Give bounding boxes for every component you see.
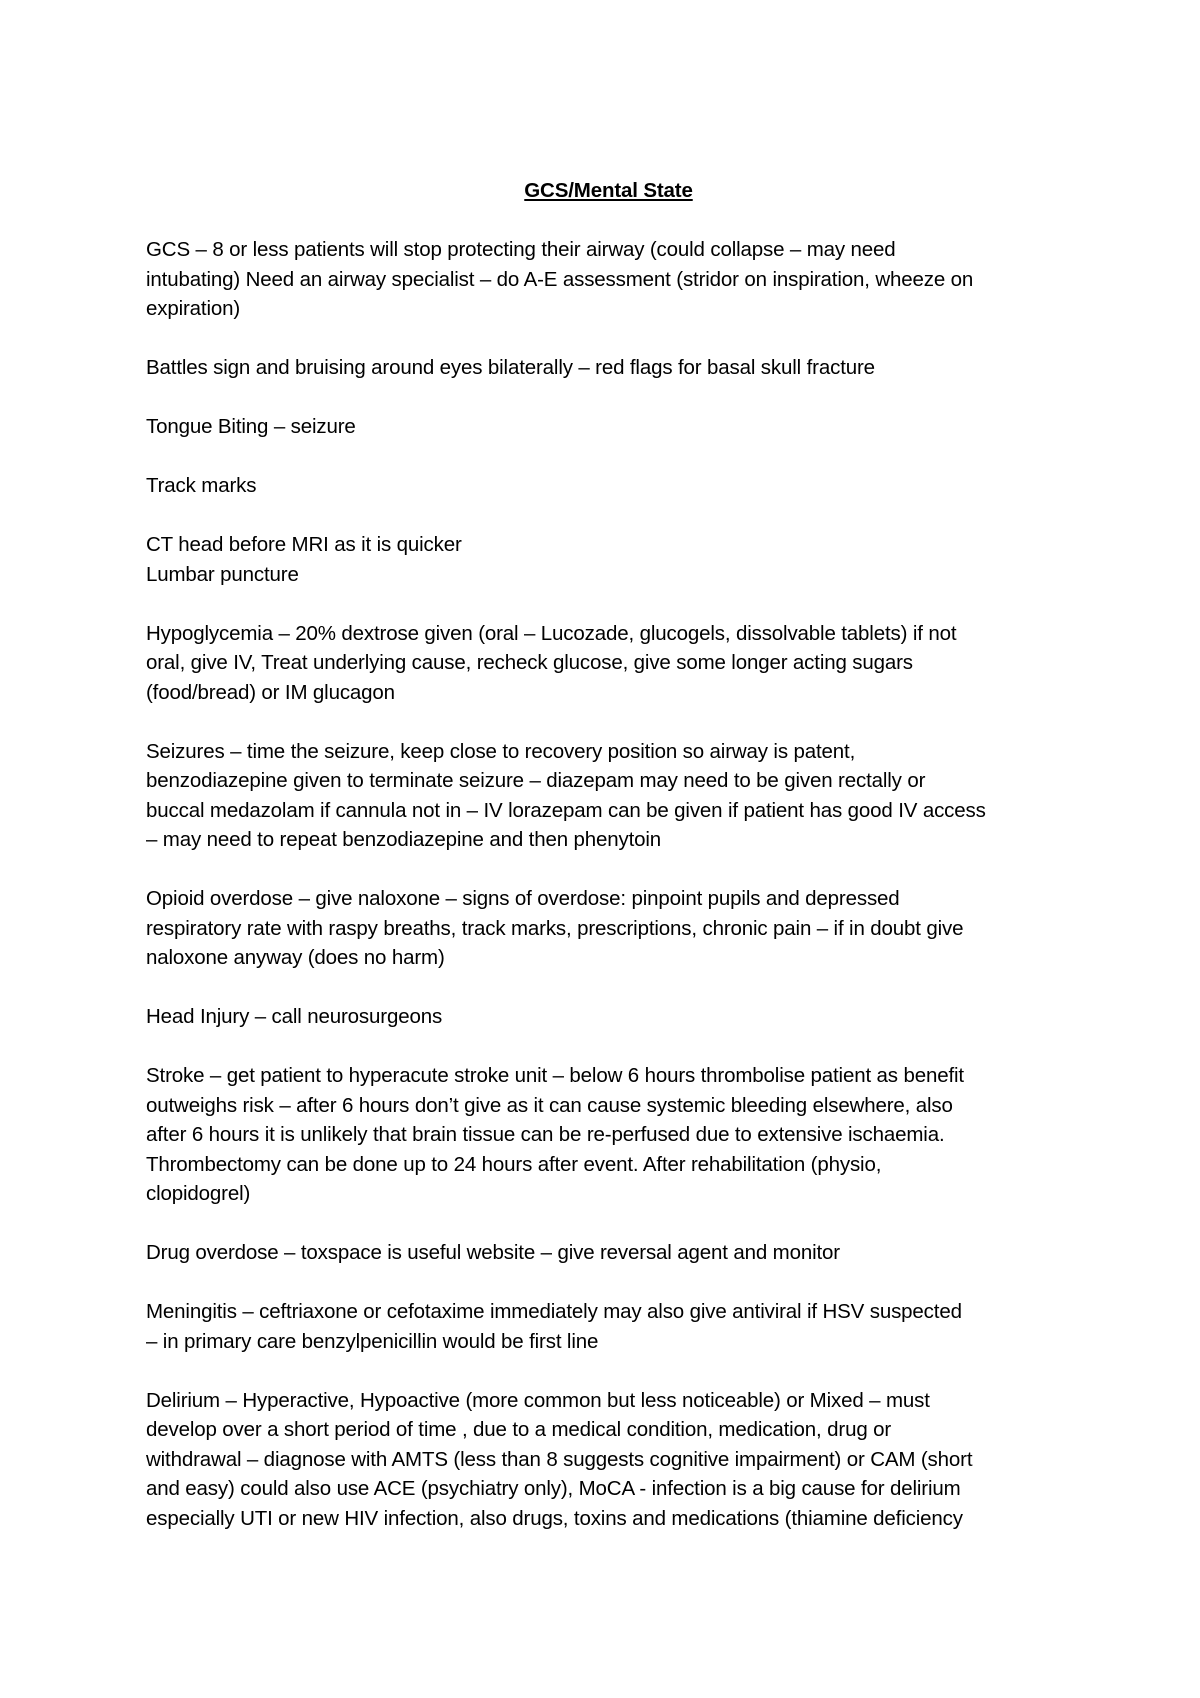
paragraph-stroke [146, 1061, 1071, 1209]
text-line: Battles sign and bruising around eyes bilaterally – red flags for basal skull fracture [146, 356, 875, 379]
text-line: benzodiazepine given to terminate seizure – diazepam may need to be given rectally or [146, 769, 926, 792]
text-line: Stroke – get patient to hyperacute stroke unit – below 6 hours thrombolise patient as benefit [146, 1064, 964, 1087]
paragraph-meningitis [146, 1297, 1071, 1356]
paragraph-tongue-biting [146, 412, 1071, 442]
text-line: buccal medazolam if cannula not in – IV lorazepam can be given if patient has good IV access [146, 798, 986, 822]
text-line: naloxone anyway (does no harm) [146, 946, 445, 969]
text-line: especially UTI or new HIV infection, also drugs, toxins and medications (thiamine deficiency [146, 1506, 963, 1530]
text-line: and easy) could also use ACE (psychiatry only), MoCA - infection is a big cause for delirium [146, 1477, 961, 1500]
text-line: Opioid overdose – give naloxone – signs of overdose: pinpoint pupils and depressed [146, 887, 900, 910]
text-line: intubating) Need an airway specialist – do A-E assessment (stridor on inspiration, wheeze on [146, 267, 974, 291]
paragraph-drug-overdose [146, 1238, 1071, 1268]
text-line: Lumbar puncture [146, 562, 299, 586]
paragraph-track-marks [146, 471, 1071, 501]
text-line: CT head before MRI as it is quicker [146, 533, 462, 556]
text-line: oral, give IV, Treat underlying cause, recheck glucose, give some longer acting sugars [146, 651, 913, 674]
text-line: (food/bread) or IM glucagon [146, 680, 395, 704]
page-title: GCS/Mental State [524, 179, 693, 202]
paragraph-hypoglycemia [146, 619, 1071, 708]
paragraph-battles-sign [146, 353, 1071, 383]
text-line: – in primary care benzylpenicillin would be first line [146, 1329, 599, 1353]
text-line: Delirium – Hyperactive, Hypoactive (more common but less noticeable) or Mixed – must [146, 1388, 930, 1412]
text-line: Meningitis – ceftriaxone or cefotaxime immediately may also give antiviral if HSV suspected [146, 1300, 962, 1323]
text-line: outweighs risk – after 6 hours don’t give as it can cause systemic bleeding elsewhere, also [146, 1093, 953, 1117]
text-line: develop over a short period of time , due to a medical condition, medication, drug or [146, 1418, 892, 1441]
paragraph-opioid-overdose [146, 884, 1071, 973]
text-line: expiration) [146, 297, 241, 320]
text-line: respiratory rate with raspy breaths, track marks, prescriptions, chronic pain – if in doubt give [146, 916, 964, 940]
text-line: – may need to repeat benzodiazepine and then phenytoin [146, 828, 662, 851]
text-line: Drug overdose – toxspace is useful website – give reversal agent and monitor [146, 1241, 840, 1264]
text-line: withdrawal – diagnose with AMTS (less than 8 suggests cognitive impairment) or CAM (short [146, 1447, 973, 1471]
text-line: Tongue Biting – seizure [146, 415, 356, 438]
text-line: Seizures – time the seizure, keep close to recovery position so airway is patent, [146, 739, 856, 763]
text-line: Track marks [146, 474, 257, 497]
document-body [146, 176, 1071, 1533]
text-line: Hypoglycemia – 20% dextrose given (oral – Lucozade, glucogels, dissolvable tablets) if not [146, 621, 957, 645]
text-line: clopidogrel) [146, 1182, 251, 1205]
paragraph-delirium [146, 1386, 1071, 1534]
paragraph-gcs [146, 235, 1071, 324]
text-line: Head Injury – call neurosurgeons [146, 1005, 443, 1028]
paragraph-ct-head [146, 530, 1071, 589]
paragraph-seizures [146, 737, 1071, 855]
text-line: Thrombectomy can be done up to 24 hours after event. After rehabilitation (physio, [146, 1152, 882, 1176]
paragraph-head-injury [146, 1002, 1071, 1032]
text-line: GCS – 8 or less patients will stop protecting their airway (could collapse – may need [146, 238, 896, 261]
text-line: after 6 hours it is unlikely that brain tissue can be re-perfused due to extensive ischaemia. [146, 1123, 945, 1146]
